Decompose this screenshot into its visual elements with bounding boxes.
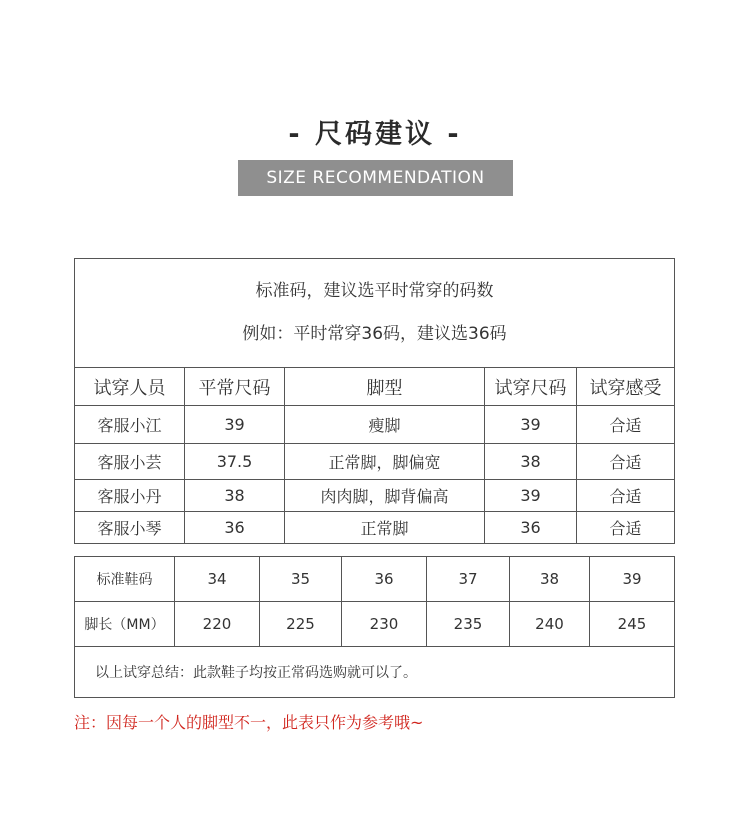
header-cell: 试穿尺码 [485, 368, 577, 406]
table-row [75, 444, 675, 480]
intro-line-1: 标准码，建议选平时常穿的码数 [255, 281, 494, 301]
table-header-row [75, 368, 675, 406]
tester-name: 客服小芸 [75, 444, 185, 480]
shoe-size-row [75, 557, 675, 602]
usual-size: 39 [185, 406, 285, 444]
foot-length-cell: 220 [175, 602, 260, 647]
header-cell: 平常尺码 [185, 368, 285, 406]
table-row [75, 406, 675, 444]
usual-size: 36 [185, 512, 285, 544]
shoe-size-cell: 39 [590, 557, 675, 602]
header-cell: 脚型 [285, 368, 485, 406]
table-row [75, 512, 675, 544]
trial-feeling: 合适 [577, 512, 675, 544]
tester-name: 客服小江 [75, 406, 185, 444]
foot-length-row [75, 602, 675, 647]
foot-length-cell: 245 [590, 602, 675, 647]
trial-size: 39 [485, 480, 577, 512]
foot-length-cell: 235 [427, 602, 510, 647]
header-cell: 试穿感受 [577, 368, 675, 406]
page-title: - 尺码建议 - [288, 119, 462, 150]
header-cell: 试穿人员 [75, 368, 185, 406]
summary-text: 以上试穿总结：此款鞋子均按正常码选购就可以了。 [75, 647, 675, 698]
foot-type: 肉肉脚，脚背偏高 [285, 480, 485, 512]
foot-type: 瘦脚 [285, 406, 485, 444]
trial-feeling: 合适 [577, 406, 675, 444]
size-table [74, 556, 675, 698]
subtitle-banner: SIZE RECOMMENDATION [238, 160, 513, 196]
foot-type: 正常脚 [285, 512, 485, 544]
foot-length-cell: 225 [260, 602, 342, 647]
foot-type: 正常脚，脚偏宽 [285, 444, 485, 480]
shoe-size-cell: 36 [342, 557, 427, 602]
tester-name: 客服小琴 [75, 512, 185, 544]
trial-feeling: 合适 [577, 480, 675, 512]
usual-size: 38 [185, 480, 285, 512]
foot-length-label: 脚长（MM） [75, 602, 175, 647]
trial-size: 38 [485, 444, 577, 480]
trial-size: 39 [485, 406, 577, 444]
shoe-size-cell: 37 [427, 557, 510, 602]
trial-feeling: 合适 [577, 444, 675, 480]
shoe-size-cell: 34 [175, 557, 260, 602]
intro-cell [75, 259, 675, 368]
foot-length-cell: 240 [510, 602, 590, 647]
intro-line-2: 例如：平时常穿36码，建议选36码 [242, 324, 507, 344]
usual-size: 37.5 [185, 444, 285, 480]
summary-row [75, 647, 675, 698]
trial-size: 36 [485, 512, 577, 544]
shoe-size-cell: 35 [260, 557, 342, 602]
shoe-size-label: 标准鞋码 [75, 557, 175, 602]
disclaimer-note: 注：因每一个人的脚型不一，此表只作为参考哦~ [74, 713, 424, 732]
trial-table [74, 258, 675, 544]
tester-name: 客服小丹 [75, 480, 185, 512]
foot-length-cell: 230 [342, 602, 427, 647]
table-row [75, 480, 675, 512]
shoe-size-cell: 38 [510, 557, 590, 602]
